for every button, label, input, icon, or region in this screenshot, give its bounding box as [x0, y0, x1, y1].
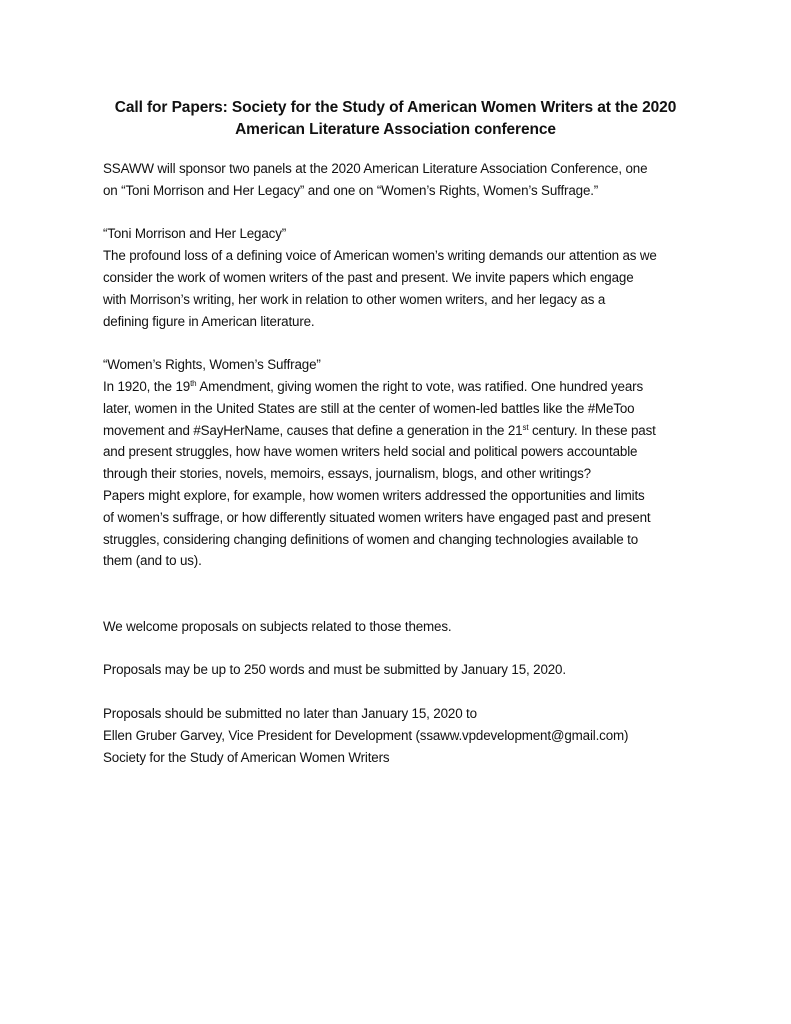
page-title	[60, 97, 731, 141]
panel2-heading: “Women’s Rights, Women’s Suffrage”	[103, 357, 321, 373]
document-body	[103, 158, 703, 768]
panel2-line: later, women in the United States are still at the center of women-led battles like the #MeToo	[103, 400, 635, 416]
welcome-text: We welcome proposals on subjects related to those themes.	[103, 618, 452, 634]
panel1-line: with Morrison’s writing, her work in relation to other women writers, and her legacy as a	[103, 291, 606, 307]
limit-text: Proposals may be up to 250 words and must be submitted by January 15, 2020.	[103, 662, 566, 678]
intro-line-1: SSAWW will sponsor two panels at the 2020 American Literature Association Conference, one	[103, 161, 648, 176]
panel2-line: of women’s suffrage, or how differently situated women writers have engaged past and present	[103, 509, 651, 525]
panel2-line: through their stories, novels, memoirs, essays, journalism, blogs, and other writings?	[103, 466, 591, 482]
panel2-line: and present struggles, how have women writers held social and political powers accountable	[103, 444, 638, 460]
submit-line-3: Society for the Study of American Women Writers	[103, 749, 390, 765]
panel2-line: struggles, considering changing definitions of women and changing technologies available to	[103, 531, 638, 547]
intro-line-2: on “Toni Morrison and Her Legacy” and one on “Women’s Rights, Women’s Suffrage.”	[103, 182, 599, 198]
panel2-line: In 1920, the 19th Amendment, giving women the right to vote, was ratified. One hundred years	[103, 378, 643, 394]
title-line-2: American Literature Association conference	[235, 121, 556, 138]
submit-line-2: Ellen Gruber Garvey, Vice President for Development (ssaww.vpdevelopment@gmail.com)	[103, 727, 629, 743]
panel1-line: defining figure in American literature.	[103, 313, 315, 329]
panel2-line: them (and to us).	[103, 553, 202, 569]
title-line-1: Call for Papers: Society for the Study of American Women Writers at the 2020	[114, 99, 677, 116]
panel1-heading: “Toni Morrison and Her Legacy”	[103, 226, 287, 242]
panel2-line: Papers might explore, for example, how women writers addressed the opportunities and limits	[103, 487, 645, 503]
submit-line-1: Proposals should be submitted no later than January 15, 2020 to	[103, 705, 477, 721]
panel1-line: consider the work of women writers of the past and present. We invite papers which engage	[103, 269, 634, 285]
panel2-line: movement and #SayHerName, causes that define a generation in the 21st century. In these past	[103, 422, 656, 438]
panel1-line: The profound loss of a defining voice of American women’s writing demands our attention as we	[103, 248, 657, 264]
